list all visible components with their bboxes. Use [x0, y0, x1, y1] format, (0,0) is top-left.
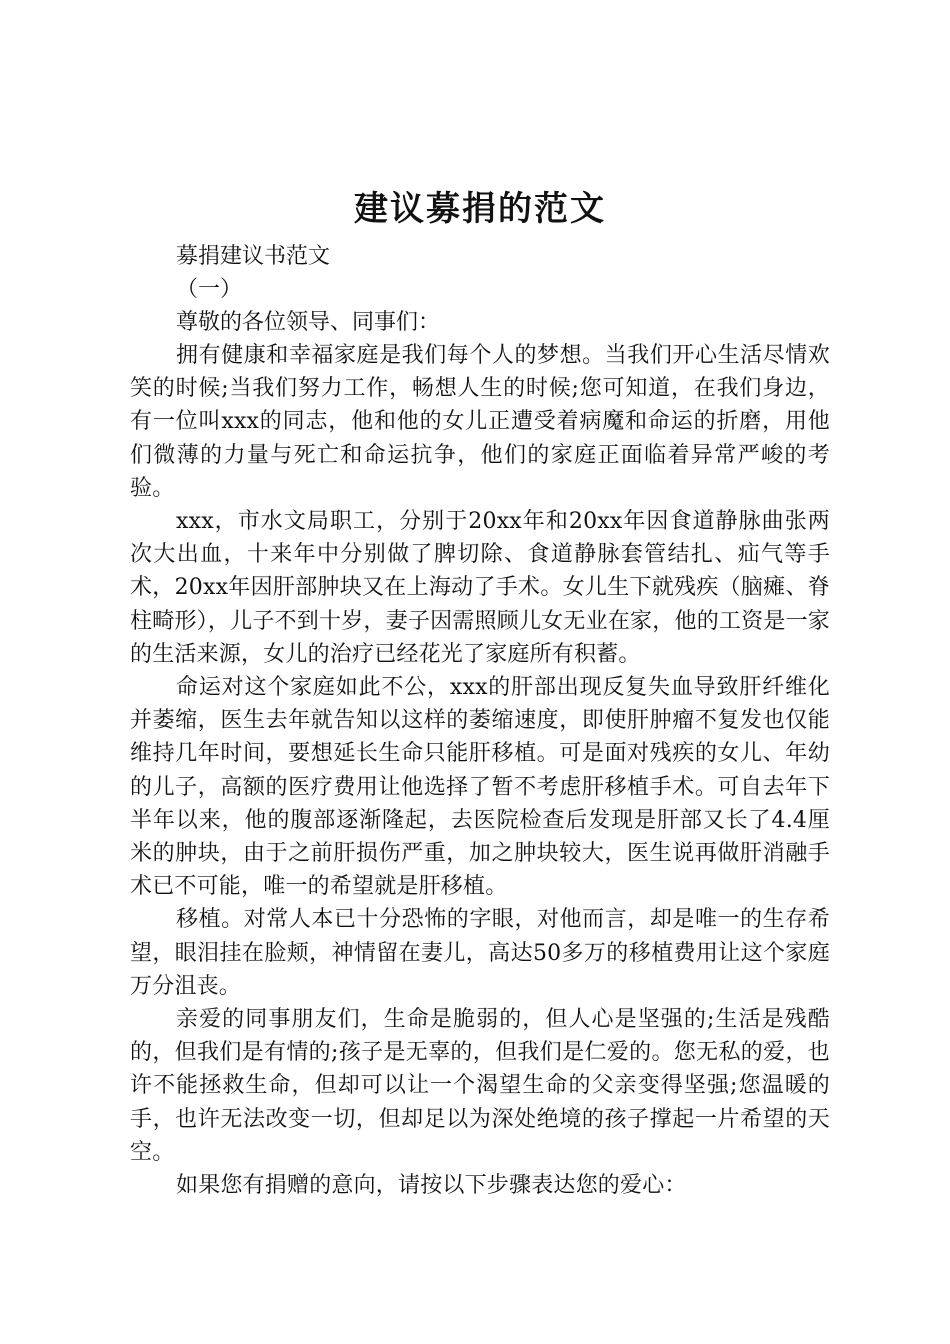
document-page: [130, 184, 830, 1202]
document-subtitle: 募捐建议书范文: [176, 244, 331, 269]
paragraph: 亲爱的同事朋友们，生命是脆弱的，但人心是坚强的;生活是残酷的，但我们是有情的;孩子是无辜的，但我们是仁爱的。您无私的爱，也许不能拯救生命，但却可以让一个渴望生命的父亲变得坚强;您温暖的手，也许无法改变一切，但却足以为深处绝境的孩子撑起一片希望的天空。: [130, 1007, 830, 1165]
document-title: 建议募捐的范文: [354, 189, 606, 229]
paragraph: 如果您有捐赠的意向，请按以下步骤表达您的爱心：: [176, 1173, 687, 1199]
paragraph: 拥有健康和幸福家庭是我们每个人的梦想。当我们开心生活尽情欢笑的时候;当我们努力工作，畅想人生的时候;您可知道，在我们身边，有一位叫xxx的同志，他和他的女儿正遭受着病魔和命运的折磨，用他们微薄的力量与死亡和命运抗争，他们的家庭正面临着异常严峻的考验。: [130, 343, 830, 501]
salutation: 尊敬的各位领导、同事们：: [176, 310, 441, 335]
paragraph: 移植。对常人本已十分恐怖的字眼，对他而言，却是唯一的生存希望，眼泪挂在脸颊，神情留在妻儿，高达50多万的移植费用让这个家庭万分沮丧。: [130, 907, 830, 999]
paragraph: xxx，市水文局职工，分别于20xx年和20xx年因食道静脉曲张两次大出血，十来年中分别做了脾切除、食道静脉套管结扎、疝气等手术，20xx年因肝部肿块又在上海动了手术。女儿生下就残疾（脑瘫、脊柱畸形），儿子不到十岁，妻子因需照顾儿女无业在家，他的工资是一家的生活来源，女儿的治疗已经花光了家庭所有积蓄。: [130, 509, 830, 667]
paragraph: 命运对这个家庭如此不公，xxx的肝部出现反复失血导致肝纤维化并萎缩，医生去年就告知以这样的萎缩速度，即使肝肿瘤不复发也仅能维持几年时间，要想延长生命只能肝移植。可是面对残疾的女儿、年幼的儿子，高额的医疗费用让他选择了暂不考虑肝移植手术。可自去年下半年以来，他的腹部逐渐隆起，去医院检查后发现是肝部又长了4.4厘米的肿块，由于之前肝损伤严重，加之肿块较大，医生说再做肝消融手术已不可能，唯一的希望就是肝移植。: [130, 675, 830, 900]
section-number: （一）: [176, 277, 243, 302]
